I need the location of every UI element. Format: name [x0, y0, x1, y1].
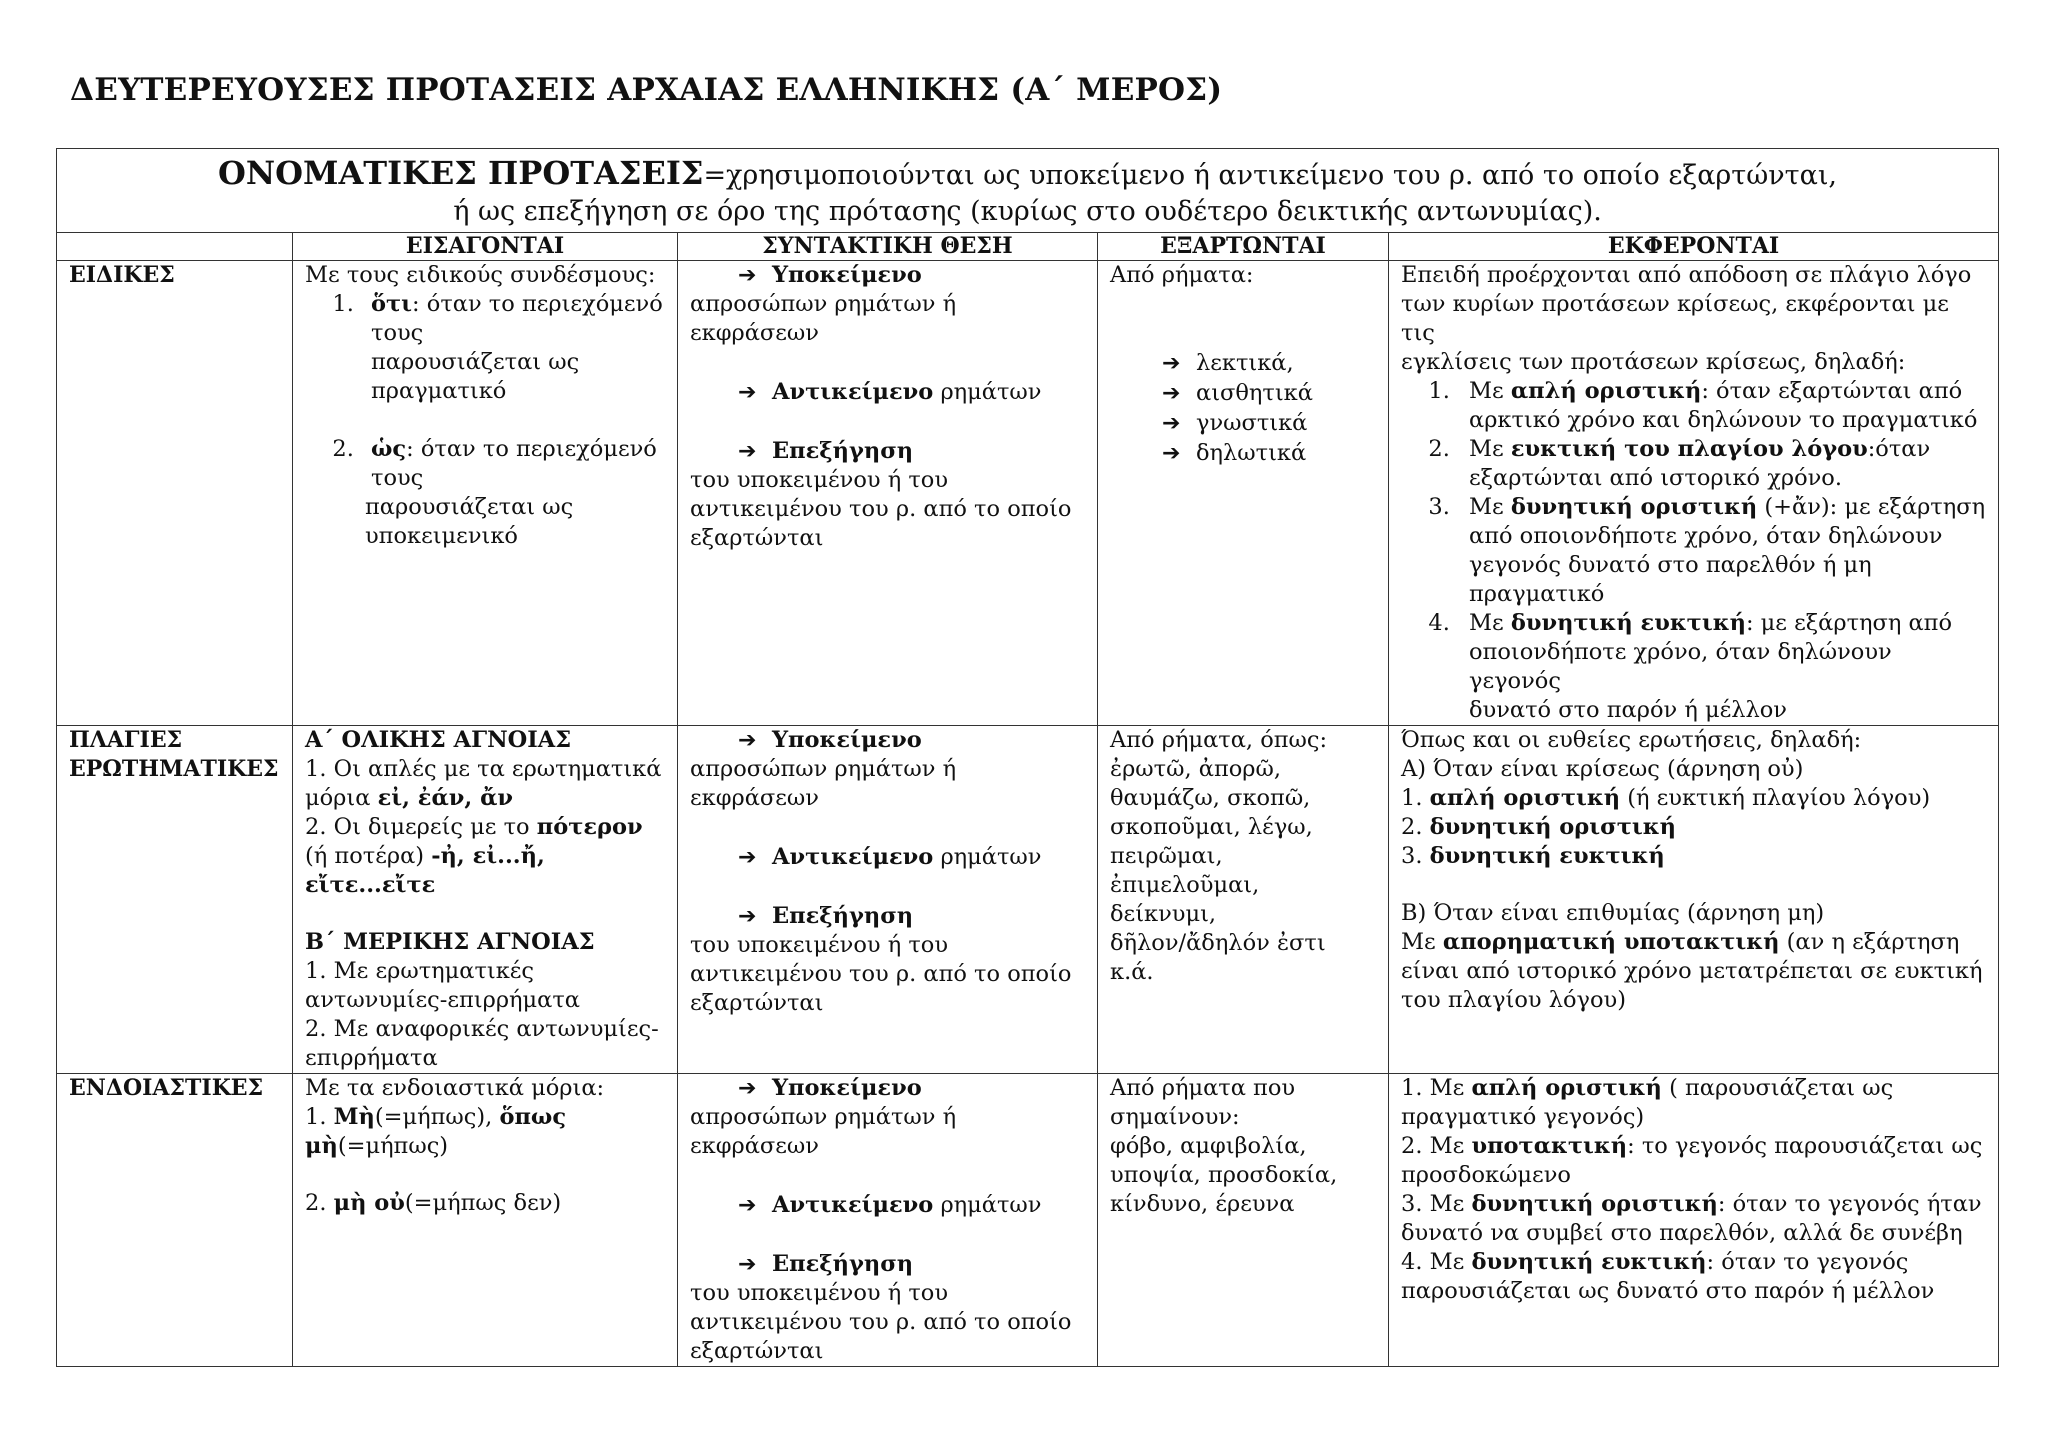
banner-heading: ΟΝΟΜΑΤΙΚΕΣ ΠΡΟΤΑΣΕΙΣ — [218, 154, 704, 192]
syntax-object — [690, 378, 1085, 407]
list-item — [361, 290, 665, 406]
header-eisagontai: ΕΙΣΑΓΟΝΤΑΙ — [293, 233, 678, 261]
text: Υποκείμενο — [772, 262, 922, 288]
list-item: 3. Με δυνητική οριστική (+ἄν): με εξάρτηση από οποιονδήποτε χρόνο, όταν δηλώνουν γεγονός δυνατό στο παρελθόν ή μη πραγματικό — [1457, 493, 1986, 609]
right-arrow-icon: ➔ — [738, 728, 757, 753]
right-arrow-icon: ➔ — [738, 904, 757, 929]
syntax-subject — [690, 261, 1085, 290]
text: Με απορηματική υποτακτική (αν η εξάρτηση — [1401, 929, 1960, 955]
text: δυνατό να συμβεί στο παρελθόν, αλλά δε συνέβη — [1401, 1220, 1963, 1246]
text: Επειδή προέρχονται από απόδοση σε πλάγιο λόγο — [1401, 262, 1972, 288]
text: 1. απλή οριστική (ή ευκτική πλαγίου λόγου) — [1401, 785, 1931, 811]
list-item: 1. Με απλή οριστική: όταν εξαρτώνται από αρκτικό χρόνο και δηλώνουν το πραγματικό — [1457, 377, 1986, 435]
cell-plagies-ekferontai — [1389, 726, 1999, 1074]
text: (ή ποτέρα) -ἠ, εἰ...ἤ, — [305, 843, 545, 869]
text: 1. Μὴ(=μήπως), ὅπως — [305, 1104, 567, 1130]
banner-row — [57, 149, 1999, 233]
subheading: Α΄ ΟΛΙΚΗΣ ΑΓΝΟΙΑΣ — [305, 727, 572, 753]
right-arrow-icon: ➔ — [1162, 411, 1181, 436]
text: παρουσιάζεται ως — [371, 349, 580, 375]
text: του υποκειμένου ή του — [690, 932, 949, 958]
text: 2. Με υποτακτική: το γεγονός παρουσιάζεται ως — [1401, 1133, 1983, 1159]
cell-eidikes-eisagontai — [293, 261, 678, 726]
syntax-object: ➔ Αντικείμενο ρημάτων — [738, 1192, 1042, 1218]
text: εἴτε...εἴτε — [305, 872, 436, 898]
cell-eidikes-ekferontai — [1389, 261, 1999, 726]
row-label-plagies: ΠΛΑΓΙΕΣ ΕΡΩΤΗΜΑΤΙΚΕΣ — [57, 726, 293, 1074]
cell-endoiastikes-eisagontai — [293, 1074, 678, 1367]
cell-plagies-exartontai — [1098, 726, 1389, 1074]
text: κίνδυνο, έρευνα — [1110, 1191, 1295, 1217]
cell-eidikes-exartontai — [1098, 261, 1389, 726]
text: 1. Με απλή οριστική ( παρουσιάζεται ως — [1401, 1075, 1894, 1101]
text: αντικειμένου του ρ. από το οποίο — [690, 961, 1072, 987]
row-label-eidikes: ΕΙΔΙΚΕΣ — [57, 261, 293, 726]
row-eidikes — [57, 261, 1999, 726]
text: 4. Με δυνητική ευκτική: όταν το γεγονός — [1401, 1249, 1909, 1275]
subheading: Β΄ ΜΕΡΙΚΗΣ ΑΓΝΟΙΑΣ — [305, 929, 595, 955]
text: 2. Οι διμερείς με το πότερον — [305, 814, 643, 840]
text: αντικειμένου του ρ. από το οποίο — [690, 1309, 1072, 1335]
right-arrow-icon: ➔ — [1162, 441, 1181, 466]
cell-endoiastikes-exartontai — [1098, 1074, 1389, 1367]
header-exartontai: ΕΞΑΡΤΩΝΤΑΙ — [1098, 233, 1389, 261]
syntax-explanation: ➔ Επεξήγηση — [738, 903, 914, 929]
syntax-object: ➔ Αντικείμενο ρημάτων — [738, 844, 1042, 870]
text: δείκνυμι, — [1110, 901, 1217, 927]
text: Από ρήματα, όπως: — [1110, 727, 1328, 753]
text: αντικειμένου του ρ. από το οποίο — [690, 496, 1072, 522]
text: 1. Οι απλές με τα ερωτηματικά — [305, 756, 662, 782]
list-item — [1162, 439, 1376, 469]
banner-cell — [57, 149, 1999, 233]
text: 2. μὴ οὐ(=μήπως δεν) — [305, 1190, 562, 1216]
right-arrow-icon: ➔ — [738, 1252, 757, 1277]
list-item: 4. Με δυνητική ευκτική: με εξάρτηση από οποιονδήποτε χρόνο, όταν δηλώνουν γεγονός δυνατό στο παρόν ή μέλλον — [1457, 609, 1986, 725]
clauses-table — [56, 148, 1999, 1367]
right-arrow-icon: ➔ — [738, 263, 757, 288]
text: πειρῶμαι, ἐπιμελοῦμαι, — [1110, 843, 1260, 898]
row-plagies — [57, 726, 1999, 1074]
list-item: 2. Με ευκτική του πλαγίου λόγου:όταν εξαρτώνται από ιστορικό χρόνο. — [1457, 435, 1986, 493]
text: ρημάτων — [933, 379, 1042, 405]
text: πραγματικό — [371, 378, 507, 404]
text: απροσώπων ρημάτων ή εκφράσεων — [690, 1104, 957, 1159]
text: Β) Όταν είναι επιθυμίας (άρνηση μη) — [1401, 900, 1825, 926]
text: κ.ά. — [1110, 959, 1154, 985]
text: του πλαγίου λόγου) — [1401, 987, 1626, 1013]
text: παρουσιάζεται ως δυνατό στο παρόν ή μέλλον — [1401, 1278, 1935, 1304]
text: των κυρίων προτάσεων κρίσεως, εκφέρονται με τις — [1401, 291, 1949, 346]
header-ekferontai: ΕΚΦΕΡΟΝΤΑΙ — [1389, 233, 1999, 261]
right-arrow-icon: ➔ — [738, 1193, 757, 1218]
text: Αντικείμενο — [772, 379, 934, 405]
cell-plagies-eisagontai — [293, 726, 678, 1074]
right-arrow-icon: ➔ — [738, 439, 757, 464]
page-title: ΔΕΥΤΕΡΕΥΟΥΣΕΣ ΠΡΟΤΑΣΕΙΣ ΑΡΧΑΙΑΣ ΕΛΛΗΝΙΚΗΣ (Α΄ ΜΕΡΟΣ) — [70, 72, 1223, 108]
text: επιρρήματα — [305, 1045, 438, 1071]
text: 3. δυνητική ευκτική — [1401, 843, 1665, 869]
row-label-endoiastikes: ΕΝΔΟΙΑΣΤΙΚΕΣ — [57, 1074, 293, 1367]
text: εγκλίσεις των προτάσεων κρίσεως, δηλαδή: — [1401, 349, 1906, 375]
syntax-explanation — [690, 437, 1085, 466]
text: μὴ(=μήπως) — [305, 1133, 449, 1159]
text: εξαρτώνται — [690, 525, 824, 551]
text: σημαίνουν: — [1110, 1104, 1240, 1130]
eidikes-conjunction-list — [305, 290, 665, 551]
text: : όταν το περιεχόμενό — [412, 291, 663, 317]
text: : όταν το περιεχόμενό — [406, 436, 657, 462]
text: Όπως και οι ευθείες ερωτήσεις, δηλαδή: — [1401, 727, 1862, 753]
text: σκοποῦμαι, λέγω, — [1110, 814, 1313, 840]
banner-text-2: ή ως επεξήγηση σε όρο της πρότασης (κυρίως στο ουδέτερο δεικτικής αντωνυμίας). — [453, 196, 1602, 227]
text: Από ρήματα: — [1110, 262, 1254, 288]
list-item — [1162, 409, 1376, 439]
text: μόρια εἰ, ἐάν, ἄν — [305, 785, 514, 811]
text: 1. Με ερωτηματικές — [305, 958, 535, 984]
cell-endoiastikes-ekferontai — [1389, 1074, 1999, 1367]
text: δηλωτικά — [1196, 440, 1307, 466]
text: 2. δυνητική οριστική — [1401, 814, 1676, 840]
text: τους — [371, 465, 424, 491]
text: Από ρήματα που — [1110, 1075, 1296, 1101]
right-arrow-icon: ➔ — [738, 845, 757, 870]
list-item — [1162, 349, 1376, 379]
text: αντωνυμίες-επιρρήματα — [305, 987, 580, 1013]
text: είναι από ιστορικό χρόνο μετατρέπεται σε ευκτική — [1401, 958, 1983, 984]
header-row — [57, 233, 1999, 261]
text: Α) Όταν είναι κρίσεως (άρνηση οὐ) — [1401, 756, 1804, 782]
banner-text-1: =χρησιμοποιούνται ως υποκείμενο ή αντικείμενο του ρ. από το οποίο εξαρτώνται, — [703, 160, 1838, 191]
conjunction-oti: ὅτι — [371, 291, 413, 317]
text: του υποκειμένου ή του — [690, 1280, 949, 1306]
text: απροσώπων ρημάτων ή εκφράσεων — [690, 756, 957, 811]
syntax-explanation: ➔ Επεξήγηση — [738, 1251, 914, 1277]
syntax-subject: ➔ Υποκείμενο — [738, 1075, 922, 1101]
list-item — [1162, 379, 1376, 409]
text: εξαρτώνται — [690, 990, 824, 1016]
text: θαυμάζω, σκοπῶ, — [1110, 785, 1311, 811]
right-arrow-icon: ➔ — [1162, 351, 1181, 376]
text: παρουσιάζεται ως — [365, 494, 574, 520]
list-item — [361, 435, 665, 551]
right-arrow-icon: ➔ — [738, 380, 757, 405]
text: φόβο, αμφιβολία, — [1110, 1133, 1307, 1159]
cell-endoiastikes-syntaxi — [678, 1074, 1098, 1367]
conjunction-os: ὡς — [371, 436, 407, 462]
text: αισθητικά — [1196, 380, 1313, 406]
text: τους — [371, 320, 424, 346]
text: λεκτικά, — [1196, 350, 1294, 376]
row-endoiastikes — [57, 1074, 1999, 1367]
text: Επεξήγηση — [772, 438, 914, 464]
text: Με τα ενδοιαστικά μόρια: — [305, 1075, 605, 1101]
text: δῆλον/ἄδηλόν ἐστι — [1110, 930, 1326, 956]
text: απροσώπων ρημάτων ή εκφράσεων — [690, 291, 957, 346]
header-empty — [57, 233, 293, 261]
right-arrow-icon: ➔ — [738, 1076, 757, 1101]
text: προσδοκώμενο — [1401, 1162, 1571, 1188]
text: εξαρτώνται — [690, 1338, 824, 1364]
verb-type-list — [1110, 349, 1376, 469]
text: 2. Με αναφορικές αντωνυμίες- — [305, 1016, 659, 1042]
text: γνωστικά — [1196, 410, 1308, 436]
text: υποκειμενικό — [365, 523, 518, 549]
right-arrow-icon: ➔ — [1162, 381, 1181, 406]
header-syntaktiki-thesi: ΣΥΝΤΑΚΤΙΚΗ ΘΕΣΗ — [678, 233, 1098, 261]
mood-list — [1401, 377, 1986, 725]
syntax-subject: ➔ Υποκείμενο — [738, 727, 922, 753]
text: ἐρωτῶ, ἀπορῶ, — [1110, 756, 1282, 782]
eidikes-intro: Με τους ειδικούς συνδέσμους: — [305, 262, 656, 288]
cell-eidikes-syntaxi — [678, 261, 1098, 726]
text: πραγματικό γεγονός) — [1401, 1104, 1645, 1130]
cell-plagies-syntaxi — [678, 726, 1098, 1074]
text: υποψία, προσδοκία, — [1110, 1162, 1338, 1188]
text: του υποκειμένου ή του — [690, 467, 949, 493]
text: 3. Με δυνητική οριστική: όταν το γεγονός ήταν — [1401, 1191, 1982, 1217]
